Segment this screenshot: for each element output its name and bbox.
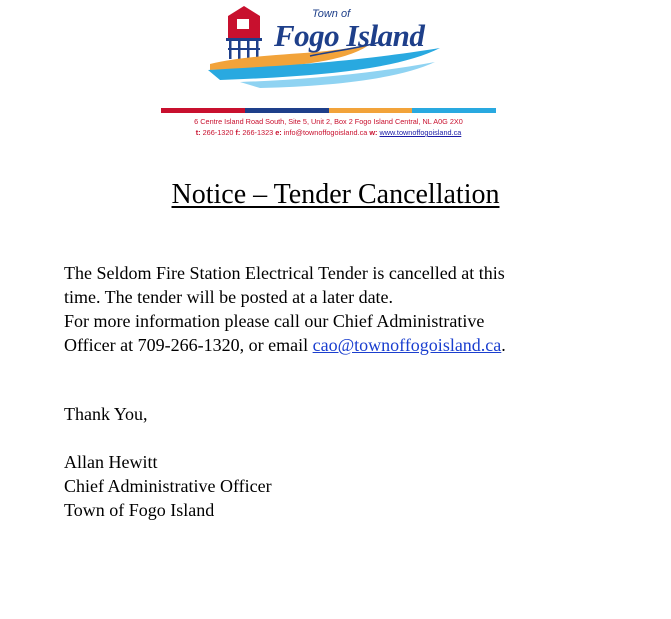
fax-label: f: bbox=[235, 128, 241, 137]
signature-block bbox=[64, 450, 624, 522]
town-logo bbox=[200, 4, 460, 104]
fax-number: 266-1323 bbox=[242, 128, 274, 137]
contact-email[interactable]: info@townoffogoisland.ca bbox=[283, 128, 368, 137]
tel-number: 266-1320 bbox=[202, 128, 234, 137]
closing-text: Thank You, bbox=[64, 404, 148, 424]
signer-org: Town of Fogo Island bbox=[64, 500, 215, 520]
logo-small-text: Town of bbox=[312, 8, 351, 20]
header-color-strip bbox=[161, 108, 496, 113]
email-label: e: bbox=[275, 128, 282, 137]
address-line: 6 Centre Island Road South, Site 5, Unit 2, Box 2 Fogo Island Central, NL A0G 2X0 bbox=[194, 117, 463, 126]
signer-name: Allan Hewitt bbox=[64, 452, 158, 472]
strip-segment-navy bbox=[245, 108, 329, 113]
notice-line-3: For more information please call our Chief Administrative bbox=[64, 311, 485, 331]
cao-email-link[interactable]: cao@townoffogoisland.ca bbox=[312, 335, 502, 355]
strip-segment-red bbox=[161, 108, 245, 113]
notice-line-1: The Seldom Fire Station Electrical Tender is cancelled at this bbox=[64, 263, 505, 283]
signer-title: Chief Administrative Officer bbox=[64, 476, 272, 496]
web-label: w: bbox=[369, 128, 378, 137]
notice-line-4-prefix: Officer at 709-266-1320, or email bbox=[64, 335, 313, 355]
website-link[interactable]: www.townoffogoisland.ca bbox=[379, 128, 462, 137]
notice-body bbox=[64, 261, 624, 357]
notice-title bbox=[0, 178, 671, 212]
strip-segment-orange bbox=[329, 108, 413, 113]
address-block bbox=[161, 116, 496, 138]
tel-label: t: bbox=[195, 128, 201, 137]
logo-town-name: Fogo Island bbox=[274, 18, 425, 53]
notice-line-4-suffix: . bbox=[501, 335, 506, 355]
notice-title-text: Notice – Tender Cancellation bbox=[171, 179, 500, 210]
notice-line-4 bbox=[64, 333, 624, 357]
strip-segment-cyan bbox=[412, 108, 496, 113]
contact-line bbox=[161, 127, 496, 138]
notice-line-2: time. The tender will be posted at a later date. bbox=[64, 287, 394, 307]
